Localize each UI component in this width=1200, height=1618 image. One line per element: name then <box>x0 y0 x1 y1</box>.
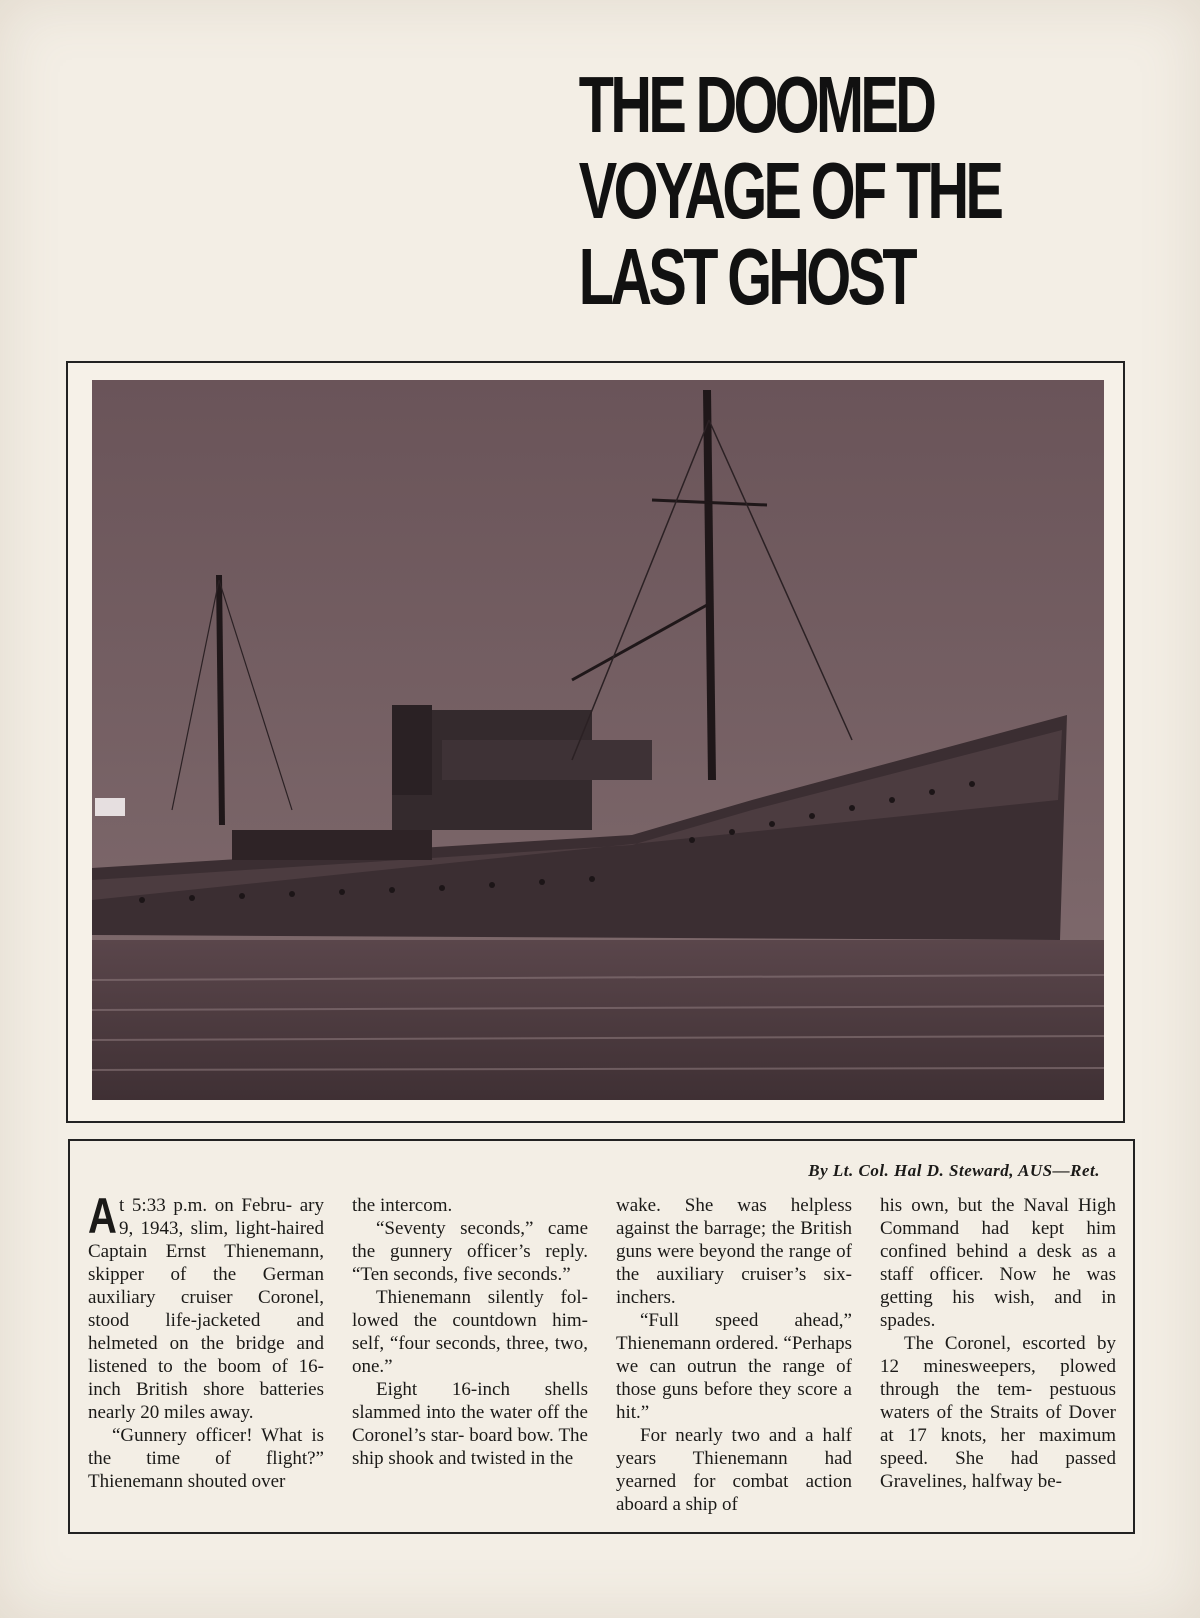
text-column-4 <box>880 1194 1116 1493</box>
paragraph: his own, but the Naval High Command had kept him confined behind a desk as a staff officer. Now he was getting his wish, and in spades. <box>880 1195 1116 1331</box>
byline: By Lt. Col. Hal D. Steward, AUS—Ret. <box>808 1161 1100 1180</box>
text-column-3 <box>616 1194 852 1516</box>
article-box <box>68 1139 1135 1534</box>
article-title <box>578 60 1001 321</box>
photo-frame <box>66 361 1125 1123</box>
title-line-2: VOYAGE OF THE <box>578 146 1001 235</box>
text-column-1 <box>88 1188 324 1493</box>
title-line-3: LAST GHOST <box>578 232 914 321</box>
drop-cap: A <box>88 1188 117 1244</box>
paragraph: “Full speed ahead,” Thienemann ordered. “Perhaps we can outrun the range of those guns before they score a hit.” <box>616 1310 852 1423</box>
paragraph: wake. She was helpless against the barrage; the British guns were beyond the range of the auxiliary cruiser’s six-inchers. <box>616 1195 852 1308</box>
paragraph: the intercom. <box>352 1195 453 1216</box>
ship-photo <box>92 380 1104 1100</box>
paragraph: Thienemann silently fol- lowed the countdown him- self, “four seconds, three, two, one.” <box>352 1287 588 1377</box>
text-column-2 <box>352 1194 588 1470</box>
paragraph: “Seventy seconds,” came the gunnery officer’s reply. “Ten seconds, five seconds.” <box>352 1218 588 1285</box>
paragraph: A t 5:33 p.m. on Febru- ary 9, 1943, slim, light-haired Captain Ernst Thienemann, skipper of the German auxiliary cruiser Coronel, stood life-jacketed and helmeted on the bridge and listened to the boom of 16-inch British shore batteries nearly 20 miles away. <box>88 1188 324 1423</box>
paragraph: “Gunnery officer! What is the time of flight?” Thienemann shouted over <box>88 1425 324 1492</box>
paragraph: Eight 16-inch shells slammed into the water off the Coronel’s star- board bow. The ship shook and twisted in the <box>352 1379 588 1469</box>
title-line-1: THE DOOMED <box>578 60 934 149</box>
paragraph: For nearly two and a half years Thienemann had yearned for combat action aboard a ship of <box>616 1425 852 1515</box>
paragraph: The Coronel, escorted by 12 minesweepers, plowed through the tem- pestuous waters of the Straits of Dover at 17 knots, her maximum speed. She had passed Gravelines, halfway be- <box>880 1333 1116 1492</box>
